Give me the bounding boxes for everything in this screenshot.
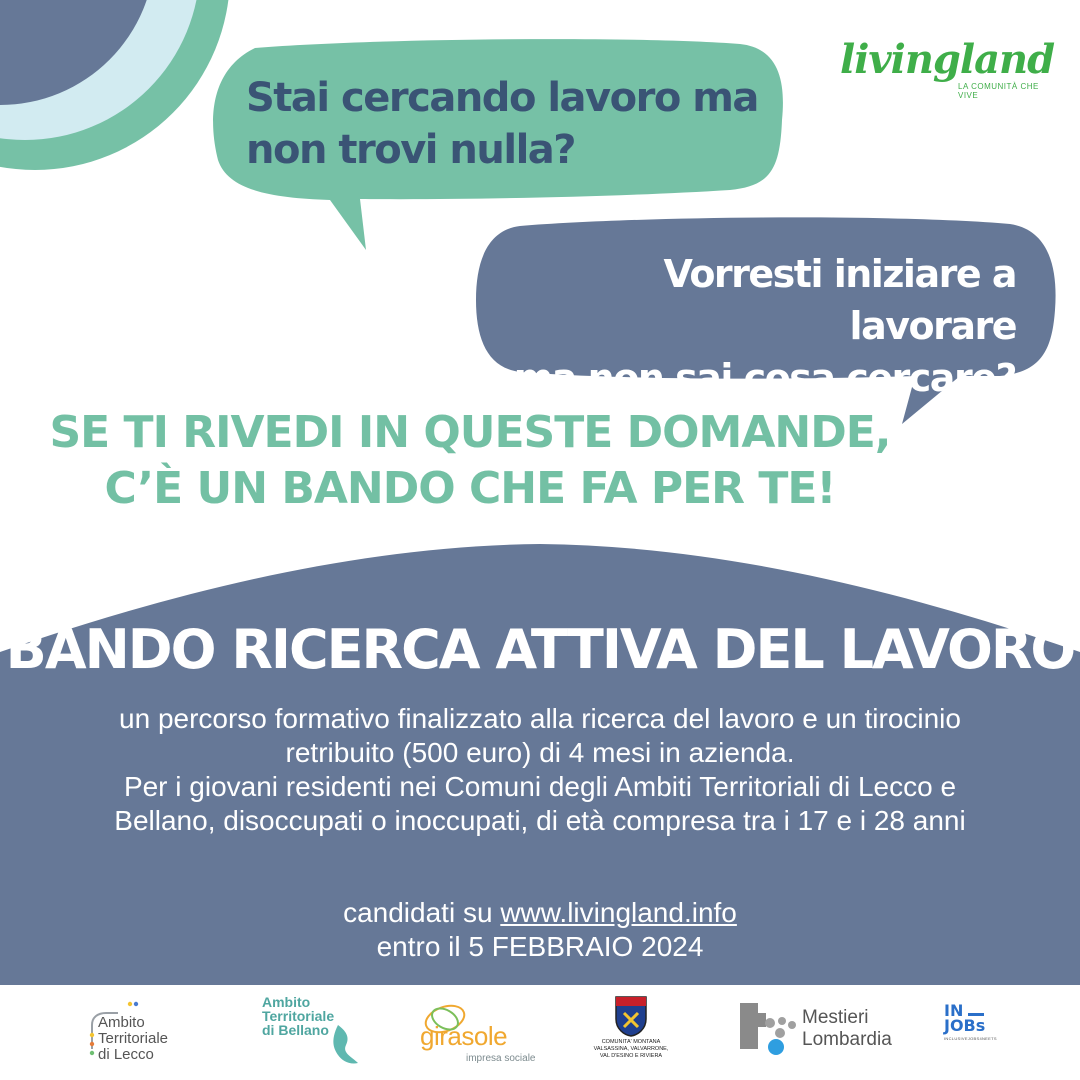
question-1-line-2: non trovi nulla? xyxy=(246,127,575,173)
comunita-line-2: VALSASSINA, VALVARRONE, xyxy=(593,1046,669,1052)
apply-line xyxy=(0,896,1080,930)
coat-of-arms-icon xyxy=(614,995,648,1037)
comunita-line-1: COMUNITA' MONTANA xyxy=(601,1039,661,1045)
partner-logos-bar xyxy=(0,985,1080,1080)
logo-ambito-lecco[interactable] xyxy=(88,999,208,1069)
bellano-line-2: Territoriale xyxy=(262,1008,335,1024)
apply-prefix: candidati su xyxy=(343,897,501,928)
description-line-1: un percorso formativo finalizzato alla ricerca del lavoro e un tirocinio xyxy=(119,703,961,734)
logo-comunita-montana[interactable] xyxy=(586,995,676,1075)
lecco-line-2: Territoriale xyxy=(98,1030,169,1047)
girasole-name: girasole xyxy=(420,1021,508,1051)
question-2-text xyxy=(490,248,1016,404)
apply-info xyxy=(0,896,1080,964)
apply-link[interactable]: www.livingland.info xyxy=(500,897,737,928)
description-line-3: Per i giovani residenti nei Comuni degli Ambiti Territoriali di Lecco e xyxy=(123,771,957,802)
mestieri-line-2: Lombardia xyxy=(802,1029,892,1050)
injobs-sub: INCLUSIVEJOBS4NEETS xyxy=(944,1036,997,1041)
deadline-text: entro il 5 FEBBRAIO 2024 xyxy=(376,931,704,962)
description-line-2: retribuito (500 euro) di 4 mesi in azienda. xyxy=(285,737,795,768)
lecco-line-1: Ambito xyxy=(98,1014,145,1031)
question-1-text xyxy=(246,72,766,176)
bando-title: BANDO RICERCA ATTIVA DEL LAVORO xyxy=(5,618,1075,681)
bando-description xyxy=(40,702,1040,838)
livingland-tagline: LA COMUNITÀ CHE VIVE xyxy=(958,82,1039,100)
bellano-line-3: di Bellano xyxy=(262,1022,329,1038)
bellano-line-1: Ambito xyxy=(262,994,311,1010)
livingland-wordmark: livingland xyxy=(840,36,1055,83)
girasole-sub: impresa sociale xyxy=(466,1053,536,1064)
lecco-line-3: di Lecco xyxy=(98,1046,154,1063)
logo-injobs[interactable] xyxy=(944,1003,1014,1063)
mestieri-line-1: Mestieri xyxy=(802,1007,869,1028)
logo-mestieri-lombardia[interactable] xyxy=(740,1003,915,1063)
comunita-line-3: VAL D'ESINO E RIVIERA xyxy=(599,1053,663,1059)
question-1-line-1: Stai cercando lavoro ma xyxy=(246,75,758,121)
lake-shape-icon xyxy=(328,1023,364,1067)
question-2-line-2: ma non sai cosa cercare? xyxy=(513,356,1016,400)
injobs-line-1: IN xyxy=(944,1001,964,1020)
cta-line-1: SE TI RIVEDI IN QUESTE DOMANDE, xyxy=(49,407,891,458)
cta-heading xyxy=(30,405,910,517)
question-2-line-1: Vorresti iniziare a lavorare xyxy=(663,252,1016,348)
cta-line-2: C’È UN BANDO CHE FA PER TE! xyxy=(104,463,836,514)
logo-ambito-bellano[interactable] xyxy=(258,995,368,1070)
logo-girasole[interactable] xyxy=(418,999,538,1069)
injobs-line-2: JOBs xyxy=(944,1016,986,1035)
description-line-4: Bellano, disoccupati o inoccupati, di età compresa tra i 17 e i 28 anni xyxy=(114,805,966,836)
livingland-logo[interactable] xyxy=(840,38,1055,100)
mestieri-mark-icon xyxy=(740,1003,800,1057)
